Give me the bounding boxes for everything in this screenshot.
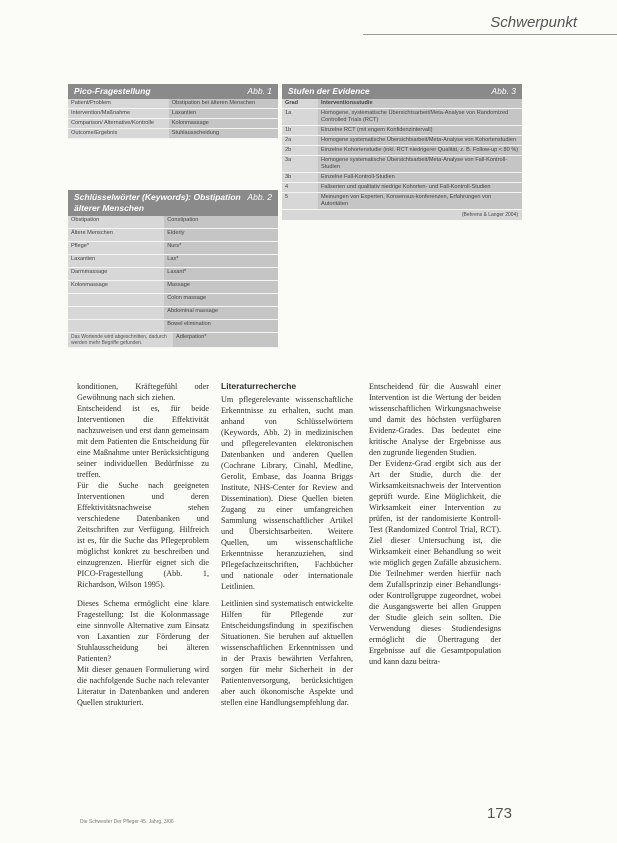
- abb3-column-header: [282, 99, 522, 109]
- abb1-row: [68, 129, 278, 139]
- abb1-label: Abb. 1: [247, 86, 272, 96]
- col3-paragraph: Entscheidend für die Auswahl einer Intervention ist die Wertung der beiden wissenschaftlichen Wirkungsnachweise und damit des höchsten verfügbaren Evidenz-Grades. Das bedeutet eine kritische Analyse der Ergebnisse aus den zugrunde liegenden Studien.: [369, 382, 501, 457]
- col1-paragraph: Entscheidend ist es, für beide Interventionen die Effektivität nachzuweisen und erst dann gemeinsam mit dem Patienten die Entscheidung für eine Maßnahme unter Berücksichtigung seiner individuellen Bedürfnisse zu treffen.: [77, 404, 209, 479]
- abb3-table: [282, 99, 522, 210]
- abb1-table: [68, 99, 278, 139]
- abb3-cell: 1b: [282, 126, 318, 136]
- abb3-cell: 4: [282, 183, 318, 193]
- abb2-cell: [68, 307, 164, 320]
- abb2-cell: [68, 320, 164, 333]
- abb2-header: [68, 190, 278, 216]
- abb3-credit: (Behrens & Langer 2004): [461, 212, 518, 218]
- abb3-cell: Einzelne Fall-Kontroll-Studien: [318, 173, 522, 183]
- col1-paragraph: Dieses Schema ermöglicht eine klare Fragestellung: Ist die Kolonmassage eine sinnvolle Alternative zum Einsatz von Laxantien zur Förderung der Stuhlausscheidung bei älteren Patienten?: [77, 599, 209, 663]
- abb3-cell: Meinungen von Experten, Konsensus-konferenzen, Erfahrungen von Autoritäten: [318, 193, 522, 210]
- abb3-cell: Einzelne RCT (mit engem Konfidenzintervall): [318, 126, 522, 136]
- abb3-box: [282, 84, 522, 220]
- abb2-box: [68, 190, 278, 348]
- abb2-cell: Elderly: [164, 229, 278, 242]
- abb3-cell: Einzelne Kohortenstudie (inkl. RCT niedrigerer Qualität, z. B. Follow-up < 80 %): [318, 146, 522, 156]
- abb1-cell: Stuhlausscheidung: [169, 129, 278, 139]
- abb3-cell: 1a: [282, 109, 318, 126]
- abb2-cell: Abdominal massage: [164, 307, 278, 320]
- abb2-note: Das Wortende wird abgeschnitten, dadurch werden mehr Begriffe gefunden.: [68, 333, 173, 348]
- abb3-row: [282, 136, 522, 146]
- abb2-last-term: Adlerpation*: [173, 333, 278, 348]
- abb2-cell: Obstipation: [68, 216, 164, 229]
- header-rule: [363, 34, 617, 35]
- abb1-row: [68, 119, 278, 129]
- abb3-row: [282, 183, 522, 193]
- abb2-row: [68, 242, 278, 255]
- abb1-header: [68, 84, 278, 99]
- abb2-row: [68, 307, 278, 320]
- abb3-cell: Fallserien und qualitativ niedrige Kohorten- und Fall-Kontroll-Studien: [318, 183, 522, 193]
- abb1-box: [68, 84, 278, 139]
- text-column-3: [369, 381, 501, 667]
- abb2-cell: Bowel elimination: [164, 320, 278, 333]
- col2-paragraph: Leitlinien sind systematisch entwickelte Hilfen für Pflegende zur Entscheidungsfindung in spezifischen Situationen. Sie beruhen auf aktuellen wissenschaftlichen Erkenntnissen und in der Praxis bewährten Verfahren, sorgen für mehr Sicherheit in der Patientenversorgung, berücksichtigen aber auch ökonomische Aspekte und stellen eine Handlungsempfehlung dar.: [221, 599, 353, 707]
- abb2-row: [68, 229, 278, 242]
- abb2-row: [68, 216, 278, 229]
- abb3-header: [282, 84, 522, 99]
- abb2-cell: Darmmassage: [68, 268, 164, 281]
- abb3-head-type: Interventionsstudie: [318, 99, 522, 109]
- abb2-cell: Kolonmassage: [68, 281, 164, 294]
- abb1-cell: Laxantien: [169, 109, 278, 119]
- text-column-1: [77, 381, 209, 708]
- abb2-row: [68, 281, 278, 294]
- abb1-cell: Intervention/Maßnahme: [68, 109, 169, 119]
- abb3-cell: 5: [282, 193, 318, 210]
- abb1-cell: Patient/Problem: [68, 99, 169, 109]
- abb2-title: Schlüsselwörter (Keywords): Obstipation älterer Menschen: [74, 192, 241, 213]
- abb3-cell: Homogene systematische Übersichtsarbeit/Meta-Analyse von Kohortenstudien: [318, 136, 522, 146]
- section-rubric: Schwerpunkt: [490, 14, 577, 31]
- page-number: 173: [486, 805, 512, 822]
- abb3-row: [282, 109, 522, 126]
- abb1-cell: Kolonmassage: [169, 119, 278, 129]
- abb2-cell: Massage: [164, 281, 278, 294]
- abb2-cell: Nurs*: [164, 242, 278, 255]
- abb1-cell: Obstipation bei älteren Menschen: [169, 99, 278, 109]
- abb2-label: Abb. 2: [247, 192, 272, 202]
- col1-paragraph: Für die Suche nach geeigneten Interventionen und deren Effektivitätsnachweise stehen verschiedene Datenbanken und Zeitschriften zur Verfügung. Hilfreich ist es, für die Suche das Pflegeproblem möglichst konkret zu beschreiben und einzugrenzen. Hierfür eignet sich die PICO-Fragestellung (Abb. 1, Richardson, Wilson 1995).: [77, 481, 209, 589]
- abb3-cell: 2a: [282, 136, 318, 146]
- abb2-row: [68, 294, 278, 307]
- col2-paragraph: Um pflegerelevante wissenschaftliche Erkenntnisse zu erhalten, sucht man anhand von Schlüsselwörtern (Keywords, Abb. 2) in medizinischen und pflegerelevanten elektronischen Datenbanken und anderen Quellen (Cochrane Library, Cinahl, Medline, Gerolit, Embase, das Joanna Briggs Institute, NHS-Center for Review and Dissemination). Diese Quellen bieten Zugang zu einer umfangreichen Sammlung wissenschaftlicher Artikel und Übersichtsarbeiten. Weitere Quellen, um wissenschaftliche Erkenntnisse heranzuziehen, sind Pflegefachzeitschriften, Fachbücher und nationale oder internationale Leitlinien.: [221, 395, 353, 591]
- abb3-title: Stufen der Evidence: [288, 86, 370, 96]
- abb3-head-grade: Grad: [282, 99, 318, 109]
- abb2-cell: Laxant*: [164, 268, 278, 281]
- abb2-cell: Lax*: [164, 255, 278, 268]
- abb3-row: [282, 193, 522, 210]
- journal-footer: Die Schwester Der Pfleger 45. Jahrg. 3/06: [80, 819, 174, 825]
- abb1-row: [68, 109, 278, 119]
- abb2-cell: [68, 294, 164, 307]
- abb2-cell: Constipation: [164, 216, 278, 229]
- abb2-table: [68, 216, 278, 333]
- abb1-row: [68, 99, 278, 109]
- abb3-row: [282, 156, 522, 173]
- abb3-cell: Homogene systematische Übersichtsarbeit/Meta-Analyse von Fall-Kontroll-Studien: [318, 156, 522, 173]
- abb3-cell: Homogene, systematische Übersichtsarbeit/Meta-Analyse von Randomized Controlled Trials (RCT): [318, 109, 522, 126]
- abb2-cell: Pflege*: [68, 242, 164, 255]
- abb3-row: [282, 146, 522, 156]
- abb3-label: Abb. 3: [491, 86, 516, 96]
- col3-paragraph: Der Evidenz-Grad ergibt sich aus der Art der Studie, durch die der Wirksamkeitsnachweis der Intervention geprüft wurde. Eine Möglichkeit, die Wirksamkeit einer Intervention zu prüfen, ist der randomisierte Kontroll-Test (Randomized Control Trial, RCT). Ziel dieser Untersuchung ist, die Wirksamkeit einer Behandlung so weit wie möglich gegen Zufälle abzusichern. Die Teilnehmer werden hierfür nach dem Zufallsprinzip einer Behandlungs- oder Kontrollgruppe zugeordnet, wobei die Ausgangswerte bei allen Gruppen der Studie gleich sein sollten. Die Verwendung dieses Studiendesigns ermöglicht die Übertragung der Ergebnisse auf die Gesamtpopulation und kann dazu beitra-: [369, 459, 501, 666]
- col1-paragraph: konditionen, Kräftegefühl oder Gewöhnung nach sich ziehen.: [77, 382, 209, 402]
- abb2-footer-row: [68, 333, 278, 348]
- abb2-cell: Colon massage: [164, 294, 278, 307]
- abb1-cell: Outcome/Ergebnis: [68, 129, 169, 139]
- abb3-row: [282, 173, 522, 183]
- abb3-cell: 3a: [282, 156, 318, 173]
- abb3-cell: 3b: [282, 173, 318, 183]
- abb2-row: [68, 255, 278, 268]
- abb1-title: Pico-Fragestellung: [74, 86, 151, 96]
- abb3-cell: 2b: [282, 146, 318, 156]
- section-heading: Literaturrecherche: [221, 381, 297, 391]
- abb1-cell: Comparison/ Alternative/Kontrolle: [68, 119, 169, 129]
- abb2-row: [68, 268, 278, 281]
- abb3-row: [282, 126, 522, 136]
- text-column-2: [221, 381, 353, 708]
- abb2-row: [68, 320, 278, 333]
- col1-paragraph: Mit dieser genauen Formulierung wird die nachfolgende Suche nach relevanter Literatur in Datenbanken und anderen Quellen strukturiert.: [77, 665, 209, 707]
- abb2-cell: Laxantien: [68, 255, 164, 268]
- abb2-cell: Ältere Menschen: [68, 229, 164, 242]
